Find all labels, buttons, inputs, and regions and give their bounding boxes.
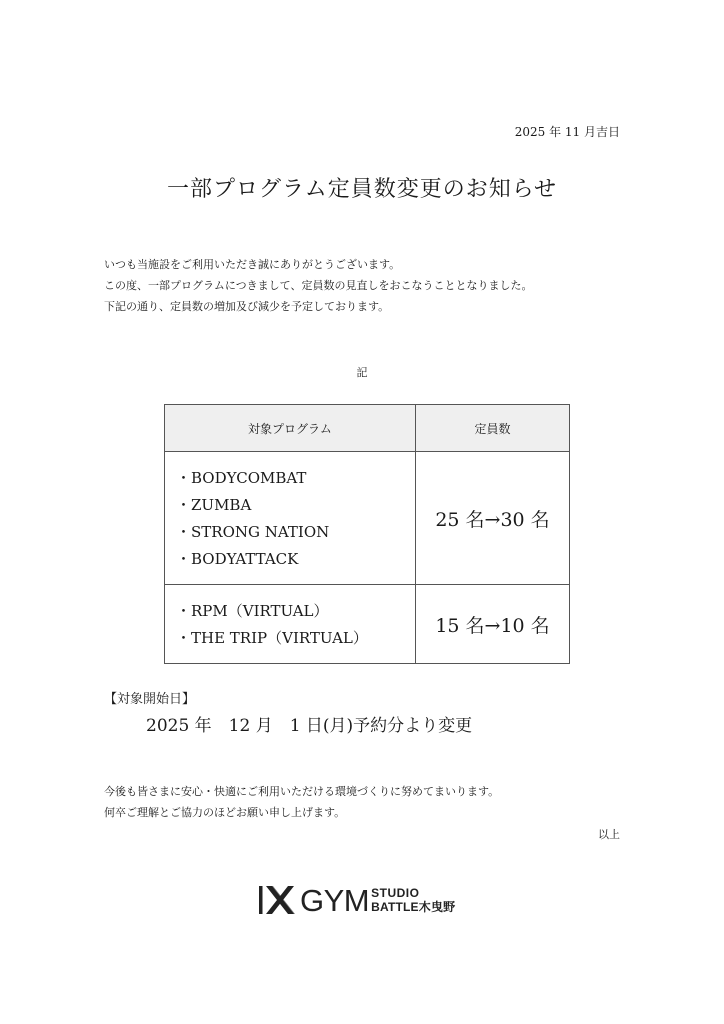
header-program: 対象プログラム — [165, 405, 416, 452]
start-date-value: 2025 年 12 月 1 日(月)予約分より変更 — [146, 716, 473, 736]
program-item: ・ZUMBA — [176, 496, 252, 514]
logo-studio-text: STUDIO — [371, 886, 420, 900]
program-item: ・BODYATTACK — [176, 550, 299, 568]
ki-mark: 記 — [356, 366, 368, 379]
intro-line-2: この度、一部プログラムにつきまして、定員数の見直しをおこなうこととなりました。 — [104, 279, 533, 292]
program-item: ・RPM（VIRTUAL） — [176, 602, 329, 620]
table-row — [165, 452, 570, 585]
program-list-cell — [165, 585, 416, 664]
ix-logo-icon — [258, 885, 298, 915]
logo-battle-text: BATTLE木曳野 — [371, 900, 456, 914]
notice-title: 一部プログラム定員数変更のお知らせ — [166, 177, 558, 202]
gym-logo — [258, 880, 455, 920]
program-list-cell — [165, 452, 416, 585]
capacity-change-table — [164, 404, 570, 664]
notice-date: 2025 年 11 月吉日 — [514, 125, 620, 139]
intro-text — [104, 254, 532, 317]
table-header-row — [165, 405, 570, 452]
table-row — [165, 585, 570, 664]
logo-gym-text: GYM — [300, 882, 370, 918]
closing-text — [104, 781, 499, 823]
intro-line-1: いつも当施設をご利用いただき誠にありがとうございます。 — [104, 258, 401, 271]
logo-subtext — [371, 886, 455, 914]
capacity-cell: 15 名→10 名 — [416, 585, 570, 664]
start-date-label: 【対象開始日】 — [104, 692, 196, 707]
program-item: ・BODYCOMBAT — [176, 469, 307, 487]
program-item: ・THE TRIP（VIRTUAL） — [176, 629, 368, 647]
capacity-cell: 25 名→30 名 — [416, 452, 570, 585]
intro-line-3: 下記の通り、定員数の増加及び減少を予定しております。 — [104, 300, 390, 313]
closing-line-2: 何卒ご理解とご協力のほどお願い申し上げます。 — [104, 806, 346, 819]
header-capacity: 定員数 — [416, 405, 570, 452]
closing-line-1: 今後も皆さまに安心・快適にご利用いただける環境づくりに努めてまいります。 — [104, 785, 500, 798]
ijou-mark: 以上 — [598, 828, 620, 841]
program-item: ・STRONG NATION — [176, 523, 330, 541]
